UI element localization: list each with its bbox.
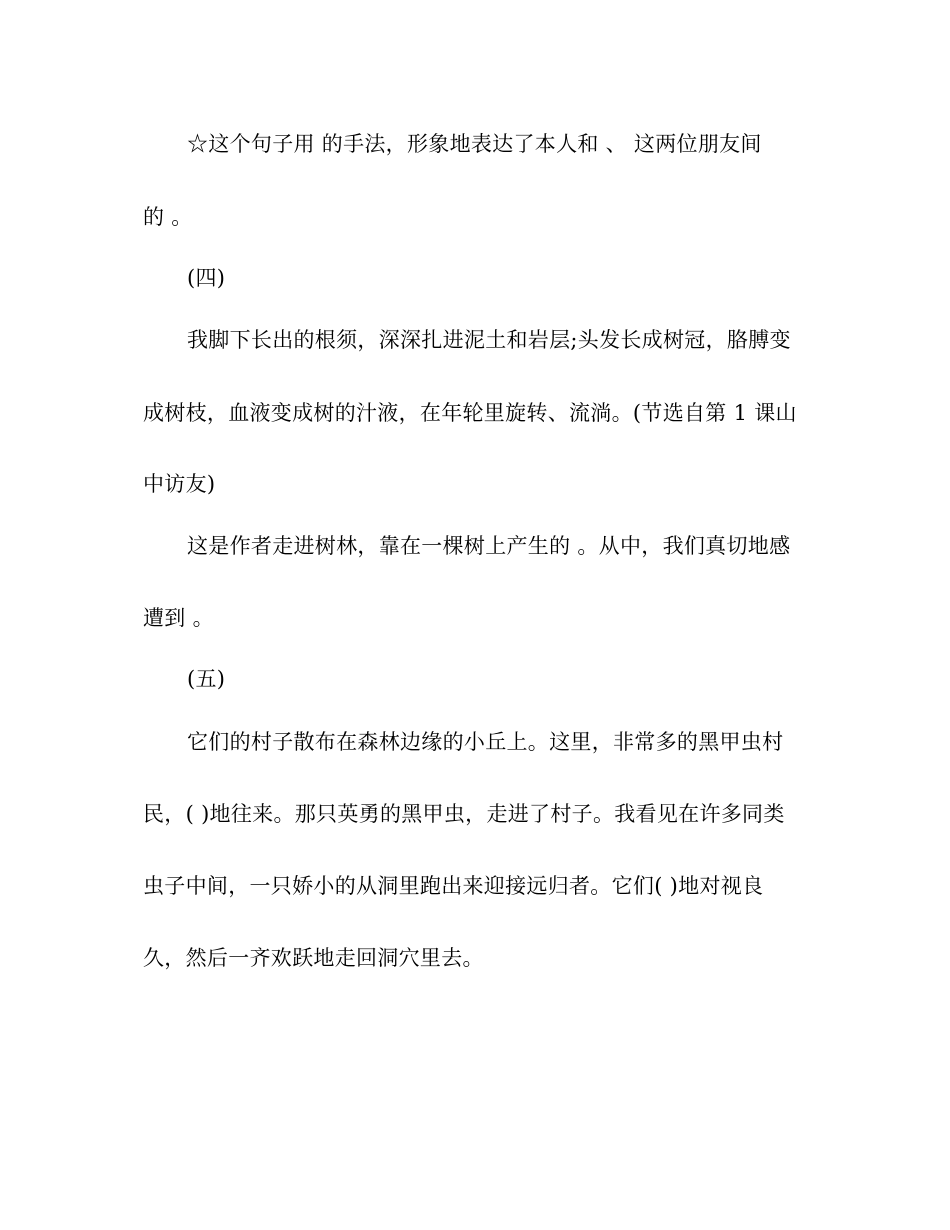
- passage-five-line-3: 虫子中间，一只娇小的从洞里跑出来迎接远归者。它们( )地对视良: [143, 874, 764, 898]
- section-heading-four: (四): [187, 266, 226, 290]
- passage-four-line-2: 成树枝，血液变成树的汁液，在年轮里旋转、流淌。(节选自第 1 课山: [143, 401, 797, 425]
- passage-five-line-4: 久，然后一齐欢跃地走回洞穴里去。: [143, 946, 484, 970]
- question-four-line-1: 这是作者走进树林，靠在一棵树上产生的 。从中，我们真切地感: [187, 534, 791, 558]
- passage-five-line-2: 民，( )地往来。那只英勇的黑甲虫，走进了村子。我看见在许多同类: [143, 802, 785, 826]
- passage-five-line-1: 它们的村子散布在森林边缘的小丘上。这里，非常多的黑甲虫村: [187, 730, 784, 754]
- question-four-line-2: 遭到 。: [143, 606, 214, 630]
- passage-four-line-1: 我脚下长出的根须，深深扎进泥土和岩层;头发长成树冠，胳膊变: [187, 328, 791, 352]
- question-line-2: 的 。: [143, 205, 193, 229]
- question-line-1: ☆这个句子用 的手法，形象地表达了本人和 、 这两位朋友间: [187, 132, 762, 156]
- passage-four-line-3: 中访友): [143, 472, 216, 496]
- section-heading-five: (五): [187, 667, 226, 691]
